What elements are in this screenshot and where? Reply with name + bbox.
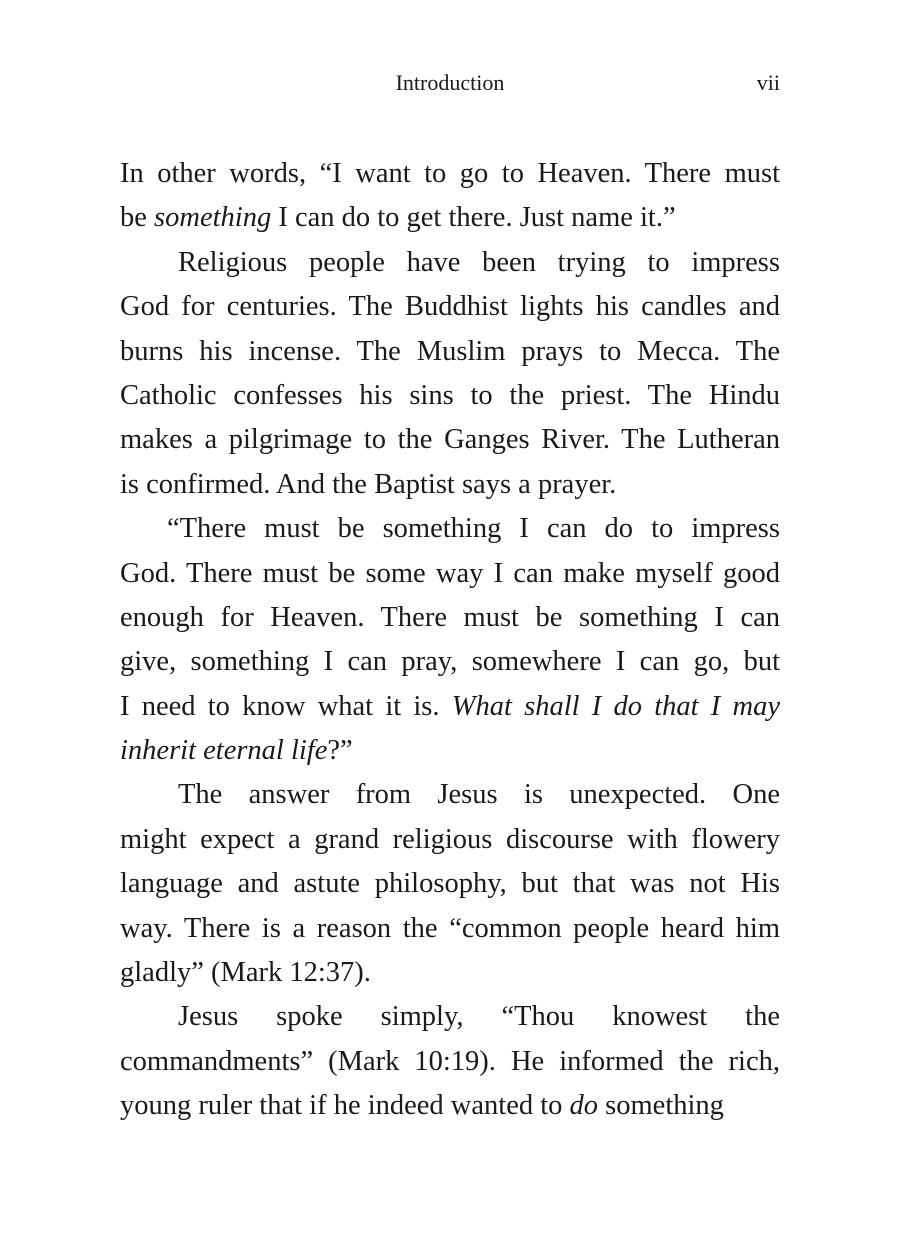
text-run: In other words, “I want to go to Heaven. There must xyxy=(120,158,780,189)
chapter-title: Introduction xyxy=(395,70,505,95)
text-run: is confirmed. And the Baptist says a prayer. xyxy=(120,468,617,500)
text-line xyxy=(120,285,780,329)
text-run: be xyxy=(120,202,155,234)
text-line xyxy=(120,596,780,640)
text-line xyxy=(120,241,780,285)
text-line xyxy=(120,374,780,418)
text-run: commandments” (Mark 10:19). He informed the rich, xyxy=(120,1045,780,1077)
paragraph xyxy=(120,507,780,773)
text-run: I need to know what it is. xyxy=(120,690,452,722)
paragraph xyxy=(120,773,780,995)
text-run: way. There is a reason the “common people heard him xyxy=(120,912,780,944)
text-line xyxy=(120,1040,780,1084)
text-line xyxy=(120,463,780,507)
italic-text: What shall I do that I may xyxy=(451,690,780,722)
text-run: burns his incense. The Muslim prays to Mecca. The xyxy=(120,335,780,367)
text-run: “There must be something I can do to impress xyxy=(167,513,780,545)
italic-text: something xyxy=(154,202,272,234)
text-line xyxy=(120,330,780,374)
text-run: Catholic confesses his sins to the priest. The Hindu xyxy=(120,379,780,411)
page-number: vii xyxy=(756,70,780,95)
text-line xyxy=(120,995,780,1039)
text-line xyxy=(120,862,780,906)
text-line xyxy=(120,773,780,817)
text-line xyxy=(120,418,780,462)
text-run: enough for Heaven. There must be something I can xyxy=(120,601,780,633)
italic-text: do xyxy=(569,1090,599,1122)
text-line xyxy=(120,196,780,240)
italic-text: inherit eternal life xyxy=(120,735,328,767)
text-run: The answer from Jesus is unexpected. One xyxy=(178,779,780,811)
text-run: might expect a grand religious discourse with flowery xyxy=(120,823,780,855)
text-line xyxy=(120,729,780,773)
running-head xyxy=(120,70,780,100)
text-run: something xyxy=(598,1090,724,1122)
text-run: language and astute philosophy, but that was not His xyxy=(120,868,780,900)
text-run: give, something I can pray, somewhere I can go, but xyxy=(120,646,780,678)
text-line xyxy=(120,685,780,729)
text-line xyxy=(120,818,780,862)
text-line xyxy=(120,507,780,551)
text-run: Religious people have been trying to impress xyxy=(178,246,780,278)
text-run: young ruler that if he indeed wanted to xyxy=(120,1090,570,1122)
text-line xyxy=(120,552,780,596)
text-line xyxy=(120,951,780,995)
text-run: makes a pilgrimage to the Ganges River. The Lutheran xyxy=(120,424,780,456)
text-line xyxy=(120,1084,780,1128)
paragraph xyxy=(120,241,780,507)
text-line xyxy=(120,152,780,196)
text-run: gladly” (Mark 12:37). xyxy=(120,957,371,989)
text-run: God. There must be some way I can make myself good xyxy=(120,557,780,589)
paragraph xyxy=(120,152,780,241)
text-line xyxy=(120,907,780,951)
paragraph xyxy=(120,995,780,1128)
body-text xyxy=(120,152,780,1129)
text-run: Jesus spoke simply, “Thou knowest the xyxy=(178,1001,780,1033)
text-run: ?” xyxy=(327,735,353,767)
text-run: I can do to get there. Just name it.” xyxy=(271,202,676,234)
text-line xyxy=(120,640,780,684)
text-run: God for centuries. The Buddhist lights his candles and xyxy=(120,291,780,323)
